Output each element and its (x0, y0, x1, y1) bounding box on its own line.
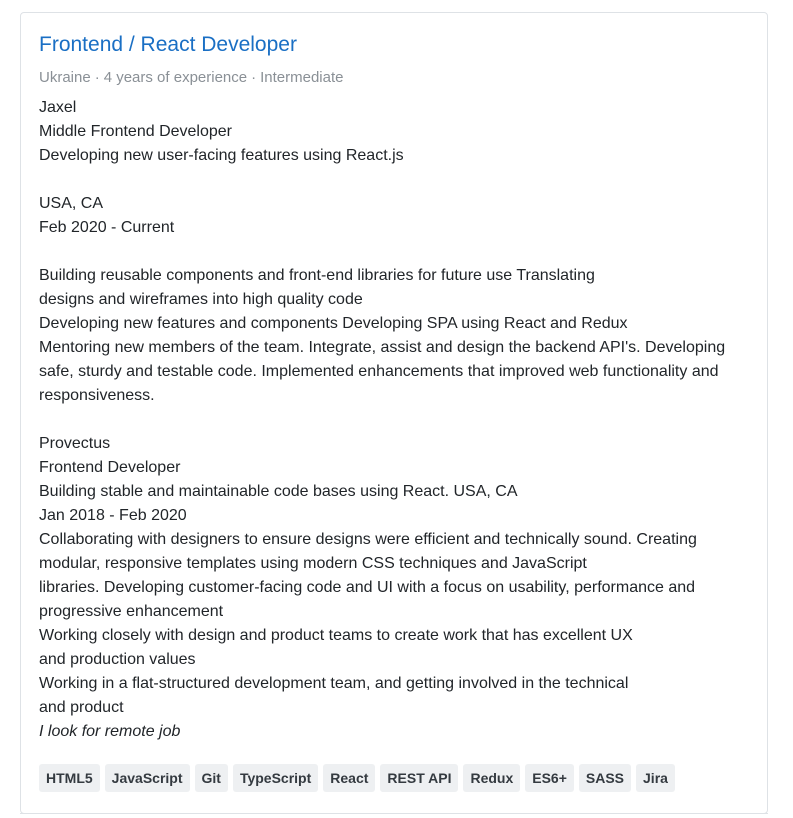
job-title-link[interactable]: Frontend / React Developer (39, 33, 297, 56)
skill-tag-react[interactable]: React (323, 764, 375, 792)
description-line: designs and wireframes into high quality code (39, 291, 363, 308)
skill-tag-sass[interactable]: SASS (579, 764, 631, 792)
skill-tag-rest-api[interactable]: REST API (380, 764, 458, 792)
description-line: responsiveness. (39, 387, 155, 404)
description-line (39, 240, 751, 264)
description-line: safe, sturdy and testable code. Implemented enhancements that improved web functionality and (39, 363, 719, 380)
description-line: libraries. Developing customer-facing code and UI with a focus on usability, performance and (39, 579, 696, 596)
skill-tag-redux[interactable]: Redux (463, 764, 520, 792)
job-meta (39, 69, 344, 87)
card-divider (20, 813, 768, 814)
description-line: Middle Frontend Developer (39, 123, 232, 140)
description-line: Frontend Developer (39, 459, 181, 476)
meta-location: Ukraine (39, 69, 91, 86)
description-line: Developing new user-facing features using React.js (39, 147, 404, 164)
description-line: Jaxel (39, 99, 77, 116)
skill-tag-typescript[interactable]: TypeScript (233, 764, 318, 792)
description-line: USA, CA (39, 195, 104, 212)
skill-tag-html5[interactable]: HTML5 (39, 764, 100, 792)
skill-tag-git[interactable]: Git (195, 764, 228, 792)
meta-experience: 4 years of experience (103, 69, 248, 86)
meta-level: Intermediate (260, 69, 344, 86)
description-line: Feb 2020 - Current (39, 219, 175, 236)
description-line: Working in a flat-structured development team, and getting involved in the technical (39, 675, 629, 692)
description-line: Working closely with design and product teams to create work that has excellent UX (39, 627, 633, 644)
description-line: modular, responsive templates using modern CSS techniques and JavaScript (39, 555, 587, 572)
skill-tag-es6[interactable]: ES6+ (525, 764, 574, 792)
description-line: progressive enhancement (39, 603, 224, 620)
description-line (39, 408, 751, 432)
meta-separator: · (251, 69, 257, 86)
description-line: Building stable and maintainable code bases using React. USA, CA (39, 483, 518, 500)
skill-tag-jira[interactable]: Jira (636, 764, 675, 792)
description-line: Building reusable components and front-end libraries for future use Translating (39, 267, 595, 284)
skill-tags (39, 764, 675, 792)
job-description (39, 96, 751, 744)
meta-separator: · (94, 69, 100, 86)
description-line: Mentoring new members of the team. Integrate, assist and design the backend API's. Developing (39, 339, 726, 356)
remote-note: I look for remote job (39, 723, 181, 740)
description-line: and product (39, 699, 124, 716)
description-line: Collaborating with designers to ensure designs were efficient and technically sound. Creating (39, 531, 697, 548)
job-card (20, 12, 768, 814)
description-line: Developing new features and components Developing SPA using React and Redux (39, 315, 628, 332)
skill-tag-javascript[interactable]: JavaScript (105, 764, 190, 792)
description-line (39, 168, 751, 192)
description-line: Jan 2018 - Feb 2020 (39, 507, 187, 524)
description-line: Provectus (39, 435, 111, 452)
description-line: and production values (39, 651, 196, 668)
